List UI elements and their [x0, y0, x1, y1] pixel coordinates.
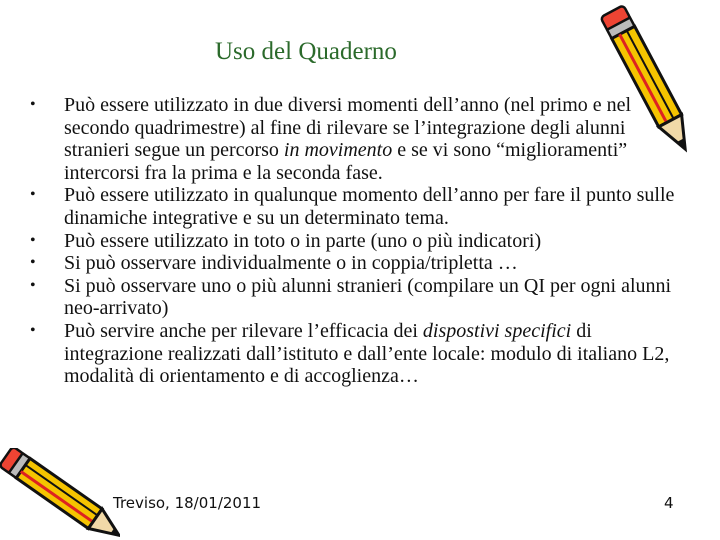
bullet-marker: • [30, 186, 36, 204]
bullet-item [30, 94, 680, 184]
bullet-marker: • [30, 254, 36, 272]
pencil-icon [600, 0, 700, 170]
bullet-text: Può servire anche per rilevare l’efficacia dei [64, 319, 423, 342]
footer-date: Treviso, 18/01/2011 [113, 494, 262, 512]
bullet-text-italic: in movimento [283, 139, 393, 162]
bullet-text: Si può osservare individualmente o in coppia/tripletta … [64, 252, 518, 275]
bullet-item [30, 320, 680, 388]
bullet-text: Può essere utilizzato in qualunque momento dell’anno per fare il punto sulle dinamiche integrative e su un determinato tema. [64, 184, 675, 229]
bullet-marker: • [30, 276, 36, 294]
pencil-icon [0, 448, 120, 540]
bullet-text: Può essere utilizzato in toto o in parte (uno o più indicatori) [64, 229, 542, 252]
slide-title: Uso del Quaderno [215, 38, 397, 65]
bullet-item [30, 184, 680, 229]
bullet-marker: • [30, 231, 36, 249]
bullet-text: Può essere utilizzato in due diversi momenti dell’anno (nel primo e nel secondo quadrimestre) al fine di rilevare se l’integrazione degli alunni stranieri segue un percorso [64, 94, 632, 162]
bullet-item [30, 252, 680, 275]
bullet-text: di integrazione realizzati dall’istituto e dall’ente locale: modulo di italiano L2, modalità di orientamento e di accoglienza… [64, 319, 670, 388]
bullet-item [30, 275, 680, 320]
bullet-text-italic: dispostivi specifici [422, 319, 572, 342]
page-number: 4 [664, 494, 674, 512]
bullet-item [30, 230, 680, 253]
bullet-text: Si può osservare uno o più alunni stranieri (compilare un QI per ogni alunni neo-arrivato) [64, 274, 672, 320]
bullet-list [30, 94, 680, 388]
bullet-text: e se vi sono “miglioramenti” intercorsi fra la prima e la seconda fase. [64, 139, 628, 184]
bullet-marker: • [30, 321, 36, 339]
bullet-marker: • [30, 96, 36, 113]
